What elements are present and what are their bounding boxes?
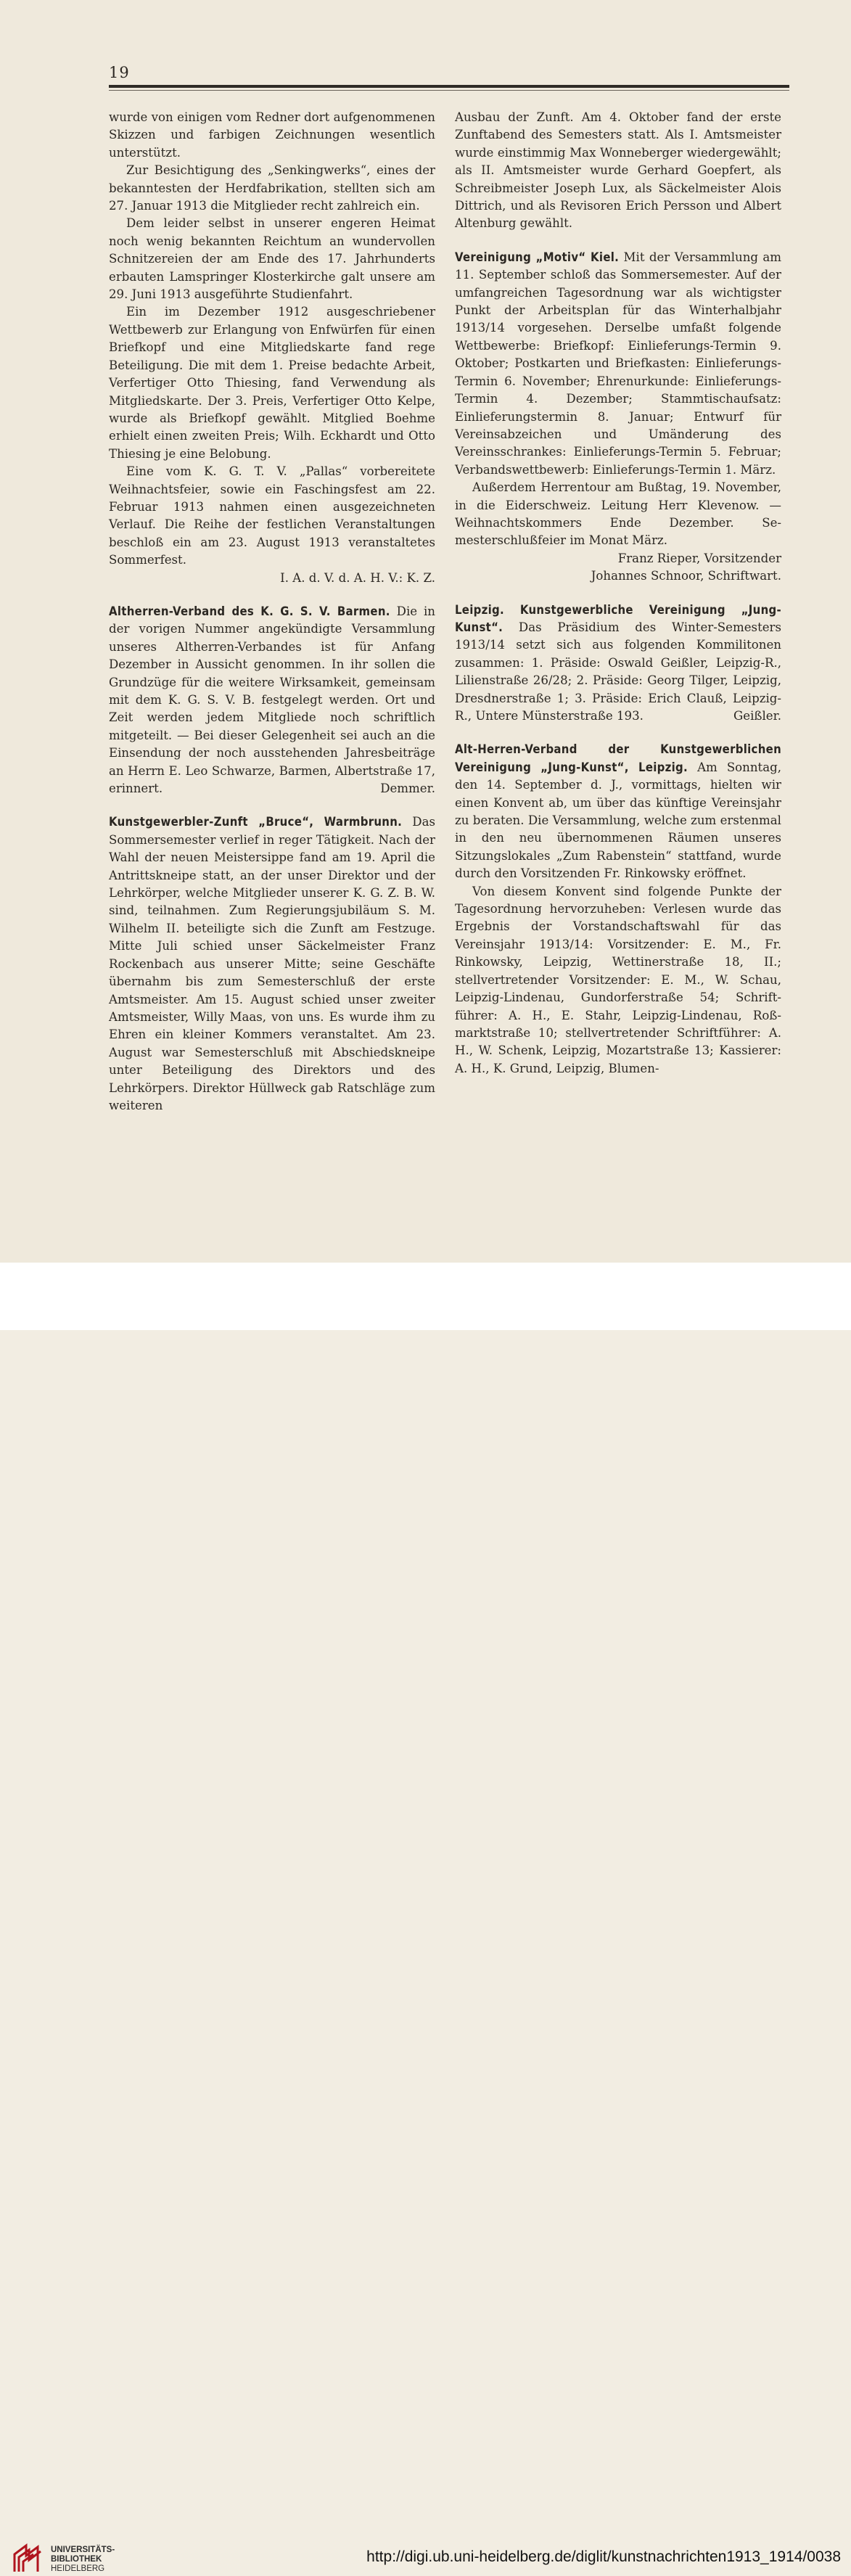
signature: Johannes Schnoor, Schriftwart. (591, 569, 781, 583)
article-text: Am Sonntag, den 14. September d. J., vormittags, hielten wir einen Konvent ab, um über das künftige Vereinsjahr zu beraten. Die Versammlung, welche zum erstenmal in den neu übernommenen Räumen unseres Sitzungslokales „Zum Rabenstein“ stattfand, wurde durch den Vorsitzenden Fr. Rinkowsky eröffnet. (455, 760, 782, 881)
page-number: 19 (109, 64, 130, 81)
header-rule-thin (109, 90, 789, 91)
article-text: Mit der Versammlung am 11. September schloß das Sommersemester. Auf der umfangreichen Tagesordnung war als wichtigster Punkt der Arbeitsplan für das Winterhalbjahr 1913/14 vorgesehen. Derselbe umfaßt folgende Wettbewerbe: Briefkopf: Einlieferungs-Termin 9. Oktober; Postkarten und Briefkasten: Einlieferungs-Termin 6. November; Ehrenurkunde: Einlieferungs-Termin 4. Dezember; Stammtischaufsatz: Einlieferungstermin 8. Januar; Entwurf für Vereinsabzeichen und Umänderung des Vereinsschrankes: Einlieferungs-Termin 5. Februar; Verbandswettbewerb: Einlieferungs-Termin 1. März. (455, 250, 781, 477)
article (455, 741, 781, 882)
article-heading: Vereinigung „Motiv“ Kiel. (455, 250, 620, 264)
section-gap (455, 233, 781, 249)
paragraph: Zur Besichtigung des „Senkingwerks“, eines der bekanntesten der Herdfabrikation, stellten sich am 27. Januar 1913 die Mitglieder recht zahlreich ein. (109, 163, 435, 213)
article-signature: Demmer. (380, 782, 435, 796)
library-line-1: UNIVERSITÄTS- (51, 2546, 115, 2554)
paragraph: Ausbau der Zunft. Am 4. Oktober fand der erste Zunftabend des Semesters statt. Als I. Amtsmeister wurde einstimmig Max Wonneberger wiedergewählt; als II. Amtsmeister wurde Gerhard Goepfert, als Schreibmeister Joseph Lux, als Säckelmeister Alois Dittrich, und als Revisoren Erich Persson und Albert Altenburg gewählt. (455, 110, 781, 231)
article-text: Das Präsidium des Winter-Semesters 1913/14 setzt sich aus folgenden Kommilitonen zusammen: 1. Präside: Oswald Geißler, Leipzig-R., Lilienstraße 26/28; 2. Präside: Georg Tilger, Leipzig, Dresdnerstraße 1; 3. Präside: Erich Clauß, Leipzig-R., Untere Münsterstraße 193. (455, 620, 782, 723)
article (455, 249, 781, 479)
signature: Franz Rieper, Vorsitzender (617, 551, 781, 565)
library-line-2: BIBLIOTHEK (51, 2555, 102, 2564)
section-gap (109, 797, 435, 813)
article-heading: Leipzig. Kunstgewerbliche Vereinigung „Jung-Kunst“. (455, 602, 781, 634)
paragraph: Außerdem Herrentour am Bußtag, 19. November, in die Eiderschweiz. Leitung Herr Klevenow. — Weihnachtskommers Ende Dezember. Semesterschlußfeier im Monat März. (455, 480, 781, 548)
paragraph: Dem leider selbst in unserer engeren Heimat noch wenig bekannten Reichtum an wundervollen Schnitzereien der am Ende des 17. Jahrhunderts erbauten Lamspringer Klosterkirche galt unsere am 29. Juni 1913 ausgeführte Studienfahrt. (109, 216, 435, 302)
paragraph: Von diesem Konvent sind folgende Punkte der Tagesordnung hervorzuheben: Verlesen wurde das Ergebnis der Vorstandschaftswahl für das Vereinsjahr 1913/14: Vorsitzender: E. M., Fr. Rinkowsky, Leipzig, Wettinerstraße 18, II.; stellvertretender Vorsitzender: E. M., W. Schau, Leipzig-Lindenau, Gundorferstraße 54; Schriftführer: A. H., E. Stahr, Leipzig-Lindenau, Roßmarktstraße 10; stellvertretender Schriftführer: A. H., W. Schenk, Leipzig, Mozartstraße 13; Kassierer: A. H., K. Grund, Leipzig, Blumen- (455, 884, 781, 1075)
article-text: Die in der vorigen Nummer angekündigte Versammlung unseres Altherren-Verbandes ist für Anfang Dezember in Aussicht genommen. In ihr sollen die Grundzüge für die weitere Wirksamkeit, gemeinsam mit dem K. G. S. V. B. festgelegt werden. Ort und Zeit werden jedem Mitgliede noch schriftlich mitgeteilt. — Bei dieser Gelegenheit sei auch an die Einsendung der noch ausstehenden Jahresbeiträge an Herrn E. Leo Schwarze, Barmen, Albertstraße 17, erinnert. (109, 604, 435, 796)
article (109, 813, 435, 1115)
article (109, 603, 435, 797)
article-heading: Kunstgewerbler-Zunft „Bruce“, Warmbrunn. (109, 815, 403, 829)
header-rule (109, 85, 789, 88)
paragraph: Eine vom K. G. T. V. „Pallas“ vorbereitete Weihnachtsfeier, sowie ein Faschingsfest am 22. Februar 1913 nahmen einen ausgezeichneten Verlauf. Die Reihe der festlichen Veranstaltungen beschloß ein am 23. August 1913 veranstaltetes Sommerfest. (109, 464, 435, 567)
left-column (109, 109, 435, 1115)
paragraph: wurde von einigen vom Redner dort aufgenommenen Skizzen und farbigen Zeichnungen wesentlich unterstützt. (109, 110, 435, 160)
article-text: Das Sommersemester verlief in reger Tätigkeit. Nach der Wahl der neuen Meistersippe fand am 19. April die Antrittskneipe statt, an der unser Direktor und der Lehrkörper, welche Mitglieder unserer K. G. Z. B. W. sind, teilnahmen. Zum Regierungsjubiläum S. M. Wilhelm II. beteiligte sich die Zunft am Festzuge. Mitte Juli schied unser Säckelmeister Franz Rockenbach aus unserer Mitte; seine Geschäfte übernahm bis zum Semesterschluß der erste Amtsmeister. Am 15. August schied unser zweiter Amtsmeister, Willy Maas, von uns. Es wurde ihm zu Ehren ein kleiner Kommers veranstaltet. Am 23. August war Semesterschluß mit Abschiedskneipe unter Beteiligung des Direktors und des Lehrkörpers. Direktor Hüllweck gab Ratschläge zum weiteren (109, 815, 436, 1112)
ub-heidelberg-logo-icon[interactable] (10, 2541, 45, 2576)
article-heading: Altherren-Verband des K. G. S. V. Barmen. (109, 604, 390, 618)
signature: I. A. d. V. d. A. H. V.: K. Z. (280, 570, 435, 585)
section-gap (109, 587, 435, 603)
article-signature: Geißler. (733, 709, 781, 723)
library-line-3: HEIDELBERG (51, 2564, 105, 2573)
paragraph: Ein im Dezember 1912 ausgeschriebener Wettbewerb zur Erlangung von Enfwürfen für einen Briefkopf und eine Mitgliedskarte fand rege Beteiligung. Die mit dem 1. Preise bedachte Arbeit, Verfertiger Otto Thiesing, fand Verwendung als Mitgliedskarte. Der 3. Preis, Verfertiger Otto Kelpe, wurde als Briefkopf gewählt. Mitglied Boehme erhielt einen zweiten Preis; Wilh. Eckhardt und Otto Thiesing je eine Belobung. (109, 305, 435, 461)
footer-bar (0, 1263, 851, 2573)
section-gap (455, 586, 781, 602)
permalink-url[interactable]: http://digi.ub.uni-heidelberg.de/diglit/kunstnachrichten1913_1914/0038 (366, 2548, 841, 2565)
right-column (455, 109, 781, 1078)
section-gap (455, 725, 781, 741)
article (455, 602, 781, 726)
scanned-page (0, 0, 851, 1263)
library-name (51, 2546, 115, 2574)
article-heading: Alt-Herren-Verband der Kunstgewerblichen Vereinigung „Jung-Kunst“, Leipzig. (455, 742, 781, 774)
